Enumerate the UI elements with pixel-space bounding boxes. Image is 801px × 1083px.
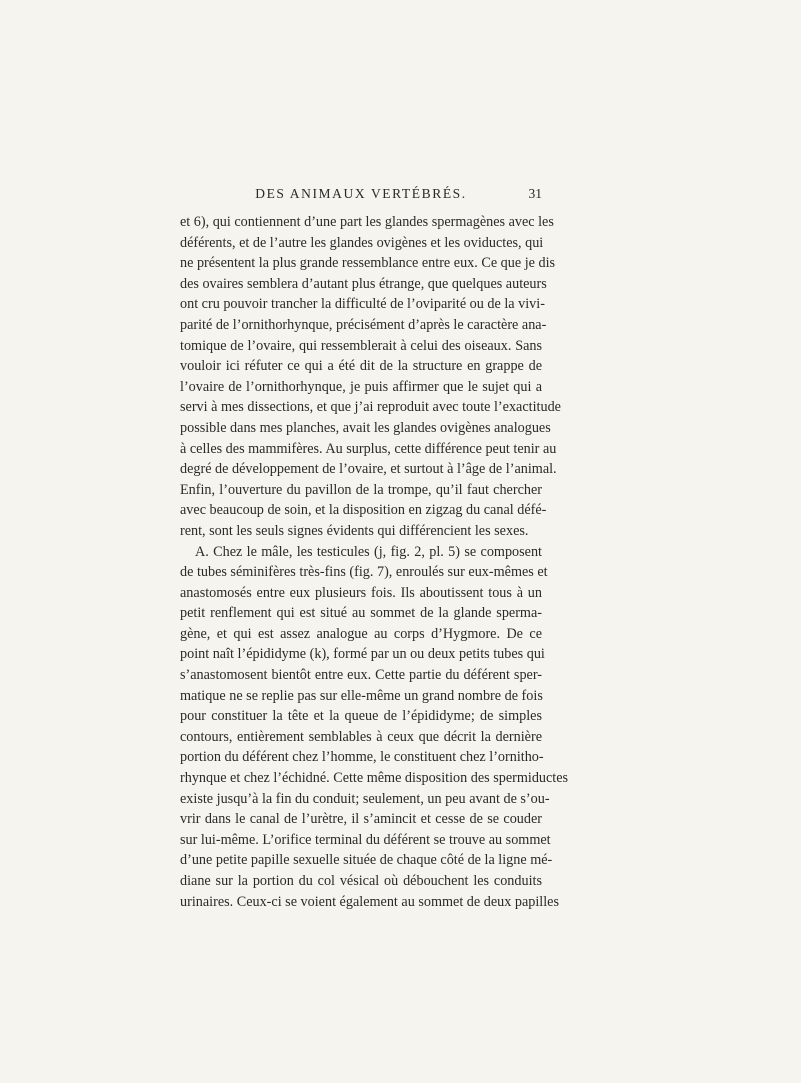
text-line: point naît l’épididyme (k), formé par un ou deux petits tubes qui bbox=[180, 646, 545, 663]
text-line: s’anastomosent bientôt entre eux. Cette partie du déférent sper- bbox=[180, 667, 542, 684]
text-line: diane sur la portion du col vésical où débouchent les conduits bbox=[180, 873, 542, 889]
text-line: vrir dans le canal de l’urètre, il s’amincit et cesse de se couder bbox=[180, 811, 542, 828]
text-line: rent, sont les seuls signes évidents qui différencient les sexes. bbox=[180, 522, 529, 539]
text-line: possible dans mes planches, avait les glandes ovigènes analogues bbox=[180, 419, 551, 436]
text-line: l’ovaire de l’ornithorhynque, je puis affirmer que le sujet qui a bbox=[180, 378, 542, 395]
text-line: petit renflement qui est situé au sommet de la glande sperma- bbox=[180, 605, 542, 622]
text-line: vouloir ici réfuter ce qui a été dit de la structure en grappe de bbox=[180, 358, 542, 375]
text-line: degré de développement de l’ovaire, et surtout à l’âge de l’animal. bbox=[180, 461, 557, 478]
text-line: A. Chez le mâle, les testicules (j, fig. 2, pl. 5) se composent bbox=[195, 543, 542, 560]
text-line: tomique de l’ovaire, qui ressemblerait à celui des oiseaux. Sans bbox=[180, 337, 542, 354]
text-line: des ovaires semblera d’autant plus étrange, que quelques auteurs bbox=[180, 275, 547, 292]
text-line: gène, et qui est assez analogue au corps d’Hygmore. De ce bbox=[180, 625, 542, 642]
page-number: 31 bbox=[528, 186, 542, 201]
text-line: urinaires. Ceux-ci se voient également au sommet de deux papilles bbox=[180, 893, 560, 910]
text-line: portion du déférent chez l’homme, le constituent chez l’ornitho- bbox=[180, 749, 544, 766]
text-line: Enfin, l’ouverture du pavillon de la trompe, qu’il faut chercher bbox=[180, 481, 542, 498]
text-line: servi à mes dissections, et que j’ai reproduit avec toute l’exactitude bbox=[180, 399, 561, 416]
text-line: avec beaucoup de soin, et la disposition en zigzag du canal défé- bbox=[180, 502, 547, 519]
text-line: d’une petite papille sexuelle située de chaque côté de la ligne mé- bbox=[180, 852, 553, 869]
text-line: ne présentent la plus grande ressemblance entre eux. Ce que je dis bbox=[180, 255, 556, 272]
text-line: contours, entièrement semblables à ceux que décrit la dernière bbox=[180, 728, 542, 745]
text-line: de tubes séminifères très-fins (fig. 7), enroulés sur eux-mêmes et bbox=[180, 564, 548, 581]
text-line: rhynque et chez l’échidné. Cette même disposition des spermiductes bbox=[180, 770, 569, 787]
body-text bbox=[180, 212, 569, 912]
text-line: à celles des mammifères. Au surplus, cette différence peut tenir au bbox=[180, 440, 557, 457]
text-line: et 6), qui contiennent d’une part les glandes spermagènes avec les bbox=[180, 214, 554, 230]
text-line: pour constituer la tête et la queue de l’épididyme; de simples bbox=[180, 708, 542, 725]
text-line: existe jusqu’à la fin du conduit; seulement, un peu avant de s’ou- bbox=[180, 790, 550, 807]
text-line: matique ne se replie pas sur elle-même un grand nombre de fois bbox=[180, 687, 543, 704]
text-line: déférents, et de l’autre les glandes ovigènes et les oviductes, qui bbox=[180, 234, 544, 251]
text-line: ont cru pouvoir trancher la difficulté de l’oviparité ou de la vivi- bbox=[180, 296, 545, 313]
text-line: anastomosés entre eux plusieurs fois. Ils aboutissent tous à un bbox=[180, 584, 542, 601]
text-line: sur lui-même. L’orifice terminal du déférent se trouve au sommet bbox=[180, 831, 551, 848]
running-title: DES ANIMAUX VERTÉBRÉS. bbox=[255, 186, 467, 201]
text-line: parité de l’ornithorhynque, précisément d’après le caractère ana- bbox=[180, 316, 547, 333]
running-head bbox=[180, 186, 542, 206]
